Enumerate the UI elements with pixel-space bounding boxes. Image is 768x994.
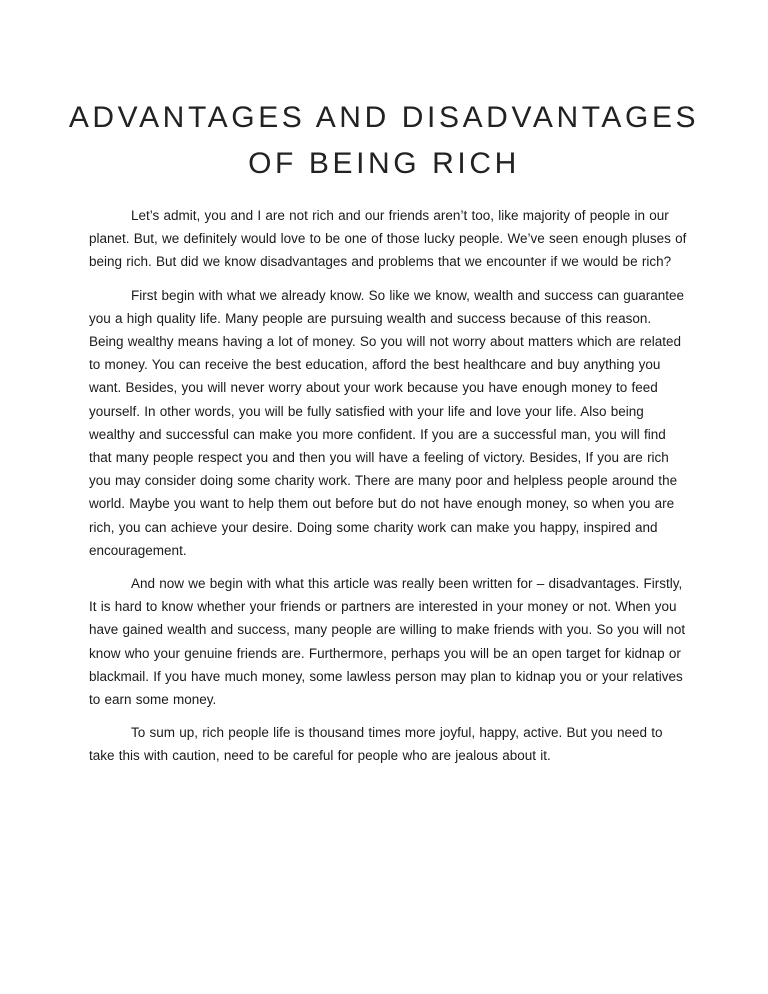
title-line-1: ADVANTAGES AND DISADVANTAGES [68,101,700,134]
document-body [89,204,689,778]
paragraph-intro: Let’s admit, you and I are not rich and our friends aren’t too, like majority of people in our planet. But, we definitely would love to be one of those lucky people. We’ve seen enough pluses of being rich. But did we know disadvantages and problems that we encounter if we would be rich? [89,208,687,270]
title-line-2: OF BEING RICH [248,147,520,180]
document-title [60,95,708,187]
paragraph-advantages: First begin with what we already know. So like we know, wealth and success can guarantee you a high quality life. Many people are pursuing wealth and success because of this reason. Being wealthy means having a lot of money. So you will not worry about matters which are related to money. You can receive the best education, afford the best healthcare and buy anything you want. Besides, you will never worry about your work because you have enough money to feed yourself. In other words, you will be fully satisfied with your life and love your life. Also being wealthy and successful can make you more confident. If you are a successful man, you will find that many people respect you and then you will have a feeling of victory. Besides, If you are rich you may consider doing some charity work. There are many poor and helpless people around the world. Maybe you want to help them out before but do not have enough money, so when you are rich, you can achieve your desire. Doing some charity work can make you happy, inspired and encouragement. [89,287,685,558]
paragraph-conclusion: To sum up, rich people life is thousand times more joyful, happy, active. But you need to take this with caution, need to be careful for people who are jealous about it. [89,725,663,764]
paragraph-disadvantages: And now we begin with what this article was really been written for – disadvantages. Firstly, It is hard to know whether your friends or partners are interested in your money or not. When you have gained wealth and success, many people are willing to make friends with you. So you will not know who your genuine friends are. Furthermore, perhaps you will be an open target for kidnap or blackmail. If you have much money, some lawless person may plan to kidnap you or your relatives to earn some money. [89,576,686,708]
